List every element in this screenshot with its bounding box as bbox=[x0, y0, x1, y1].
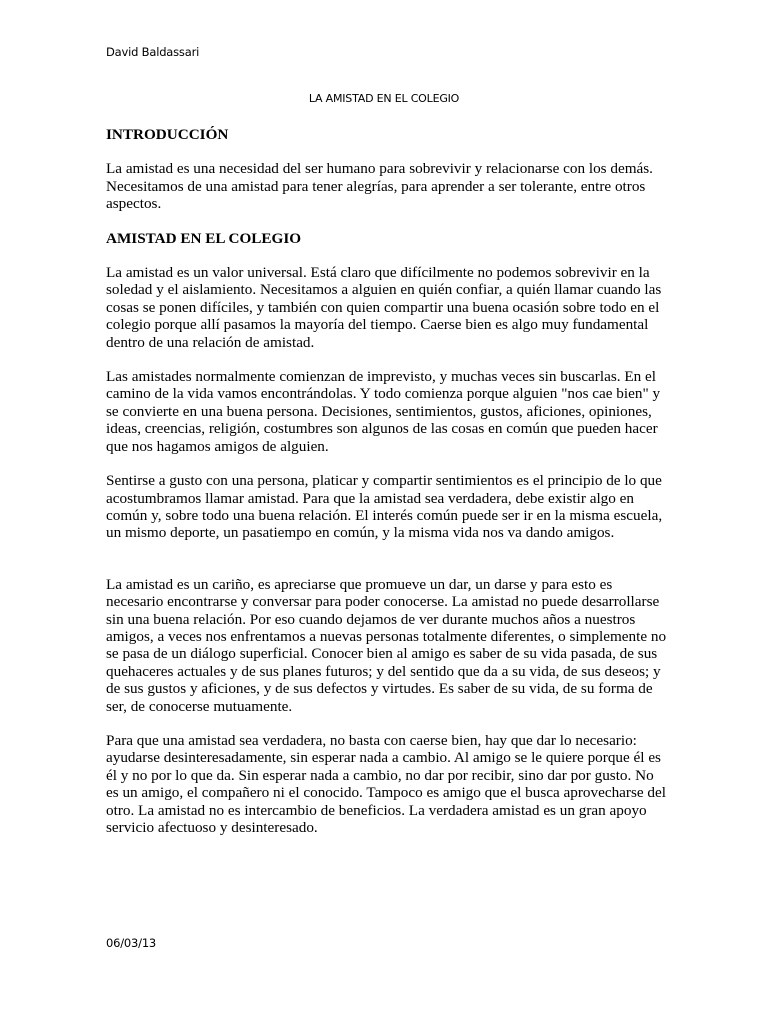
author-name: David Baldassari bbox=[106, 45, 200, 59]
section-heading: INTRODUCCIÓN bbox=[106, 126, 229, 143]
paragraph: La amistad es un valor universal. Está claro que difícilmente no podemos sobrevivir en la soledad y el aislamiento. Necesitamos a alguien en quién confiar, a quién llamar cuando las cosas se ponen difíciles, y también con quien compartir una buena ocasión sobre todo en el colegio porque allí pasamos la mayoría del tiempo. Caerse bien es algo muy fundamental dentro de una relación de amistad. bbox=[106, 264, 662, 351]
document-title: LA AMISTAD EN EL COLEGIO bbox=[308, 92, 460, 105]
paragraph: La amistad es una necesidad del ser humano para sobrevivir y relacionarse con los demás. Necesitamos de una amistad para tener alegrías, para aprender a ser tolerante, entre otros aspectos. bbox=[106, 160, 653, 213]
paragraph: Las amistades normalmente comienzan de imprevisto, y muchas veces sin buscarlas. En el camino de la vida vamos encontrándolas. Y todo comienza porque alguien "nos cae bien" y se convierte en una buena persona. Decisiones, sentimientos, gustos, aficiones, opiniones, ideas, creencias, religión, costumbres son algunos de las cosas en común que pueden hacer que nos hagamos amigos de alguien. bbox=[106, 368, 661, 455]
document-body bbox=[106, 126, 668, 853]
paragraph: La amistad es un cariño, es apreciarse que promueve un dar, un darse y para esto es necesario encontrarse y conversar para poder conocerse. La amistad no puede desarrollarse sin una buena relación. Por eso cuando dejamos de ver durante muchos años a nuestros amigos, a veces nos enfrentamos a nuevas personas totalmente diferentes, o simplemente no se pasa de un diálogo superficial. Conocer bien al amigo es saber de su vida pasada, de sus quehaceres actuales y de sus planes futuros; y del sentido que da a su vida, de sus deseos; y de sus gustos y aficiones, y de sus defectos y virtudes. Es saber de su vida, de su forma de ser, de conocerse mutuamente. bbox=[106, 575, 667, 715]
paragraph: Para que una amistad sea verdadera, no basta con caerse bien, hay que dar lo necesario: ayudarse desinteresadamente, sin esperar nada a cambio. Al amigo se le quiere porque él es él y no por lo que da. Sin esperar nada a cambio, no dar por recibir, sino dar por gusto. No es un amigo, el compañero ni el conocido. Tampoco es amigo que el busca aprovecharse del otro. La amistad no es intercambio de beneficios. La verdadera amistad es un gran apoyo servicio afectuoso y desinteresado. bbox=[106, 731, 666, 836]
footer-date: 06/03/13 bbox=[106, 936, 157, 950]
section-introduccion bbox=[106, 126, 668, 213]
section-heading: AMISTAD EN EL COLEGIO bbox=[106, 229, 302, 247]
section-amistad-en-el-colegio bbox=[106, 230, 668, 837]
paragraph: Sentirse a gusto con una persona, platicar y compartir sentimientos es el principio de lo que acostumbramos llamar amistad. Para que la amistad sea verdadera, debe existir algo en común y, sobre todo una buena relación. El interés común puede ser ir en la misma escuela, un mismo deporte, un pasatiempo en común, y la misma vida nos va dando amigos. bbox=[106, 472, 663, 542]
